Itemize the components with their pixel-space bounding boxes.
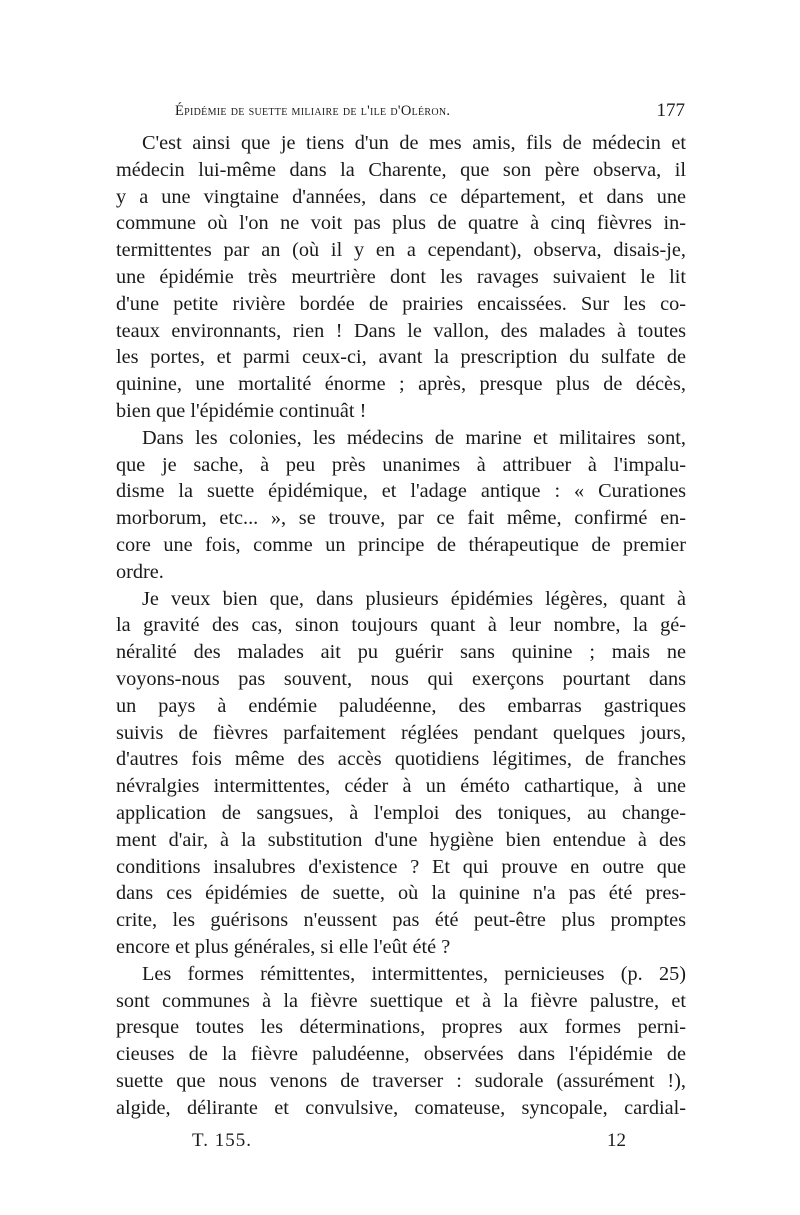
- text-line: ment d'air, à la substitution d'une hygiène bien entendue à des: [116, 828, 686, 851]
- sheet-number: 12: [607, 1130, 626, 1151]
- signature-mark: T. 155.: [192, 1130, 252, 1151]
- text-line: médecin lui-même dans la Charente, que son père observa, il: [116, 158, 686, 181]
- text-line: algide, délirante et convulsive, comateuse, syncopale, cardial-: [116, 1096, 686, 1119]
- text-line: quinine, une mortalité énorme ; après, presque plus de décès,: [116, 373, 686, 396]
- text-line: disme la suette épidémique, et l'adage antique : « Curationes: [116, 480, 686, 503]
- text-line: un pays à endémie paludéenne, des embarras gastriques: [116, 694, 686, 717]
- text-line: névralgies intermittentes, céder à un éméto cathartique, à une: [116, 775, 686, 798]
- text-line: Les formes rémittentes, intermittentes, pernicieuses (p. 25): [142, 962, 686, 985]
- text-line: teaux environnants, rien ! Dans le vallon, des malades à toutes: [116, 319, 686, 342]
- running-title: Épidémie de suette miliaire de l'ile d'Oléron.: [175, 103, 451, 119]
- text-line: presque toutes les déterminations, propres aux formes perni-: [116, 1016, 686, 1039]
- text-line: cieuses de la fièvre paludéenne, observées dans l'épidémie de: [116, 1043, 686, 1066]
- text-line: d'autres fois même des accès quotidiens légitimes, de franches: [116, 748, 686, 771]
- text-line: Je veux bien que, dans plusieurs épidémies légères, quant à: [142, 587, 686, 610]
- text-line: conditions insalubres d'existence ? Et qui prouve en outre que: [116, 855, 686, 878]
- text-line: morborum, etc... », se trouve, par ce fait même, confirmé en-: [116, 507, 686, 530]
- text-line: néralité des malades ait pu guérir sans quinine ; mais ne: [116, 641, 686, 664]
- text-line: la gravité des cas, sinon toujours quant à leur nombre, la gé-: [116, 614, 686, 637]
- page-number: 177: [656, 100, 685, 121]
- text-line: suette que nous venons de traverser : sudorale (assurément !),: [116, 1069, 686, 1092]
- text-line: application de sangsues, à l'emploi des toniques, au change-: [116, 801, 686, 824]
- text-line: encore et plus générales, si elle l'eût été ?: [116, 935, 451, 958]
- text-line: les portes, et parmi ceux-ci, avant la prescription du sulfate de: [116, 346, 686, 369]
- text-line: Dans les colonies, les médecins de marine et militaires sont,: [142, 426, 686, 449]
- text-line: d'une petite rivière bordée de prairies encaissées. Sur les co-: [116, 292, 686, 315]
- text-line: commune où l'on ne voit pas plus de quatre à cinq fièvres in-: [116, 212, 686, 235]
- page-footer: [192, 1130, 626, 1156]
- text-line: core une fois, comme un principe de thérapeutique de premier: [116, 533, 686, 556]
- text-line: y a une vingtaine d'années, dans ce département, et dans une: [116, 185, 686, 208]
- text-line: sont communes à la fièvre suettique et à la fièvre palustre, et: [116, 989, 686, 1012]
- text-line: une épidémie très meurtrière dont les ravages suivaient le lit: [116, 265, 686, 288]
- text-line: voyons-nous pas souvent, nous qui exerçons pourtant dans: [116, 667, 686, 690]
- text-line: C'est ainsi que je tiens d'un de mes amis, fils de médecin et: [142, 132, 686, 154]
- text-line: termittentes par an (où il y en a cependant), observa, disais-je,: [116, 239, 686, 262]
- text-line: dans ces épidémies de suette, où la quinine n'a pas été pres-: [116, 882, 686, 905]
- body-text: [116, 130, 686, 1121]
- text-line: suivis de fièvres parfaitement réglées pendant quelques jours,: [116, 721, 686, 744]
- text-line: bien que l'épidémie continuât !: [116, 399, 367, 422]
- text-line: ordre.: [116, 560, 164, 583]
- running-header: [175, 100, 685, 124]
- text-line: que je sache, à peu près unanimes à attribuer à l'impalu-: [116, 453, 686, 476]
- text-line: crite, les guérisons n'eussent pas été peut-être plus promptes: [116, 909, 686, 932]
